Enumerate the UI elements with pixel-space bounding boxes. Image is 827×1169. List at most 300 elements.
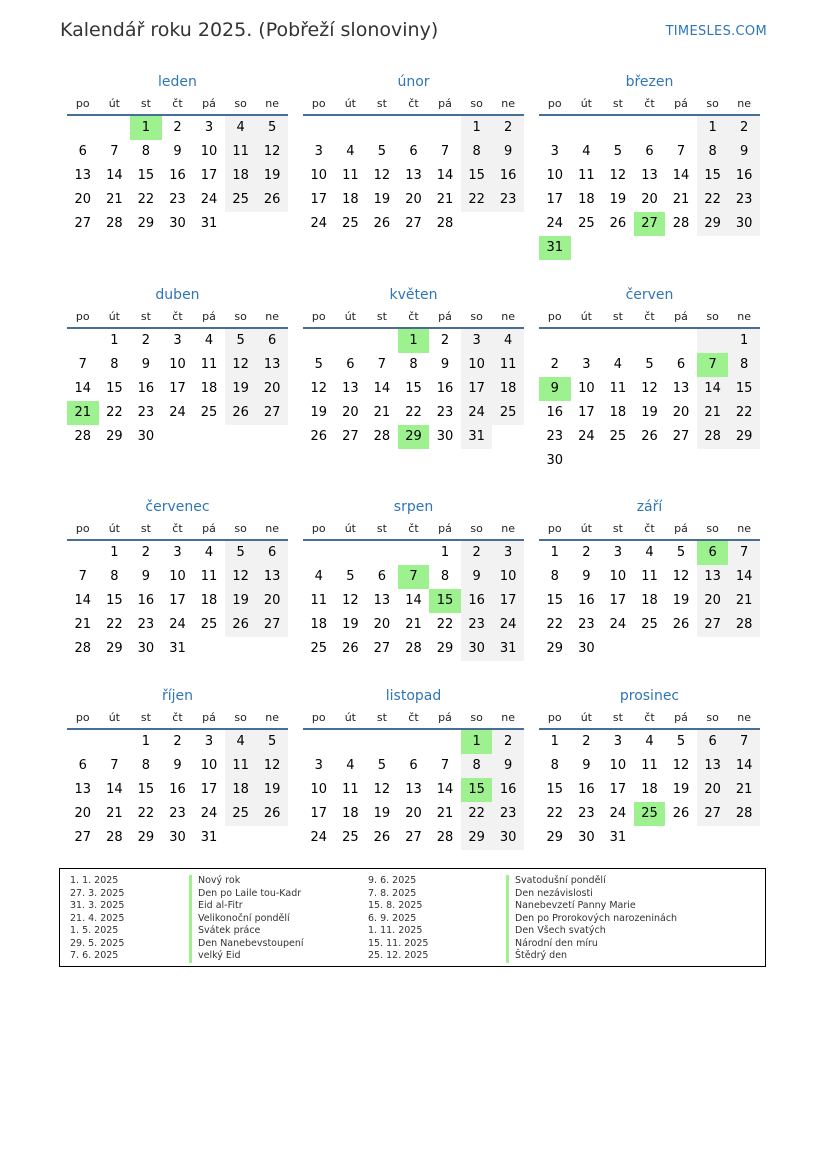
- day-cell: 24: [609, 617, 627, 632]
- day-grid: [303, 541, 524, 661]
- day-cell: 21: [436, 806, 454, 821]
- weekday-label: ne: [265, 711, 280, 724]
- day-cell: 3: [173, 545, 182, 560]
- day-cell: 31: [609, 830, 627, 845]
- day-cell: 6: [78, 144, 87, 159]
- day-cell: 25: [225, 188, 257, 212]
- day-cell: 8: [141, 144, 151, 159]
- weekday-label: st: [140, 522, 151, 535]
- day-cell: 2: [492, 730, 524, 754]
- day-cell: 18: [225, 778, 257, 802]
- day-cell: 29: [436, 641, 454, 656]
- day-cell: 10: [310, 782, 328, 797]
- day-cell: 19: [310, 405, 328, 420]
- day-cell: 17: [578, 405, 595, 420]
- day-cell: 14: [697, 377, 729, 401]
- day-grid: [539, 116, 760, 260]
- holiday-day-cell: 21: [67, 401, 99, 425]
- day-cell: 2: [582, 734, 591, 749]
- day-cell: 27: [256, 401, 288, 425]
- month-calendar: [539, 285, 760, 473]
- day-cell: 30: [169, 830, 186, 845]
- weekday-label: so: [470, 522, 483, 535]
- page-title: Kalendář roku 2025. (Pobřeží slonoviny): [60, 19, 439, 41]
- day-cell: 18: [342, 806, 359, 821]
- day-cell: 27: [373, 641, 391, 656]
- day-cell: 28: [728, 802, 760, 826]
- day-cell: 5: [225, 329, 257, 353]
- month-calendar: [539, 686, 760, 850]
- holiday-legend: [59, 868, 766, 967]
- day-cell: 7: [728, 541, 760, 565]
- weekday-label: po: [547, 711, 562, 724]
- day-cell: 3: [204, 734, 214, 749]
- day-cell: 8: [697, 140, 729, 164]
- day-cell: 4: [204, 333, 214, 348]
- day-cell: 14: [436, 782, 454, 797]
- day-cell: 29: [137, 216, 155, 231]
- day-cell: 27: [74, 216, 92, 231]
- day-cell: 12: [342, 593, 359, 608]
- day-cell: 20: [74, 806, 92, 821]
- day-cell: 18: [342, 192, 359, 207]
- day-grid: [303, 116, 524, 236]
- day-cell: 28: [672, 216, 690, 231]
- empty-cell: [602, 329, 634, 353]
- day-cell: 15: [106, 381, 123, 396]
- weekday-label: pá: [674, 522, 688, 535]
- day-cell: 16: [546, 405, 564, 420]
- month-name: březen: [625, 74, 674, 90]
- empty-cell: [429, 116, 461, 140]
- day-cell: 26: [256, 802, 288, 826]
- day-cell: 17: [492, 589, 524, 613]
- day-cell: 4: [645, 545, 654, 560]
- day-cell: 6: [697, 730, 729, 754]
- day-cell: 27: [697, 802, 729, 826]
- day-cell: 21: [672, 192, 690, 207]
- weekday-label: pá: [674, 310, 688, 323]
- legend-date: 31. 3. 2025: [70, 900, 125, 911]
- month-calendar: [67, 686, 288, 850]
- weekday-label: čt: [408, 97, 419, 110]
- day-cell: 23: [492, 802, 524, 826]
- day-cell: 12: [225, 565, 257, 589]
- day-cell: 1: [550, 545, 559, 560]
- day-cell: 18: [200, 381, 218, 396]
- weekday-label: so: [234, 310, 247, 323]
- day-cell: 2: [173, 120, 182, 135]
- day-cell: 3: [314, 758, 323, 773]
- weekday-header: [67, 517, 288, 541]
- day-cell: 14: [373, 381, 391, 396]
- empty-cell: [67, 541, 99, 565]
- weekday-label: ne: [737, 97, 752, 110]
- day-cell: 8: [728, 353, 760, 377]
- day-cell: 12: [609, 168, 627, 183]
- day-cell: 18: [310, 617, 328, 632]
- day-cell: 4: [613, 357, 623, 372]
- day-cell: 14: [672, 168, 690, 183]
- weekday-label: út: [344, 310, 356, 323]
- day-cell: 15: [697, 164, 729, 188]
- day-cell: 17: [546, 192, 564, 207]
- day-cell: 26: [225, 613, 257, 637]
- day-cell: 30: [728, 212, 760, 236]
- day-cell: 29: [137, 830, 155, 845]
- day-cell: 22: [137, 192, 155, 207]
- weekday-label: st: [612, 711, 623, 724]
- day-cell: 2: [492, 116, 524, 140]
- weekday-label: so: [706, 310, 719, 323]
- day-cell: 20: [641, 192, 658, 207]
- weekday-label: ne: [501, 711, 516, 724]
- holiday-day-cell: 9: [539, 377, 571, 401]
- holiday-day-cell: 7: [697, 353, 729, 377]
- day-cell: 24: [609, 806, 627, 821]
- weekday-label: pá: [202, 310, 216, 323]
- brand-logo-text[interactable]: TIMESLES.COM: [665, 24, 767, 39]
- day-cell: 22: [106, 405, 123, 420]
- day-cell: 13: [641, 168, 658, 183]
- day-cell: 23: [728, 188, 760, 212]
- weekday-header: [539, 92, 760, 116]
- legend-dates-right: [368, 875, 428, 963]
- weekday-label: út: [344, 97, 356, 110]
- day-cell: 6: [346, 357, 355, 372]
- weekday-label: čt: [644, 310, 655, 323]
- day-cell: 2: [440, 333, 450, 348]
- legend-date: 6. 9. 2025: [368, 912, 417, 924]
- day-cell: 11: [200, 357, 218, 372]
- day-cell: 7: [110, 144, 119, 159]
- day-cell: 26: [310, 429, 328, 444]
- empty-cell: [571, 329, 603, 353]
- weekday-label: ne: [737, 522, 752, 535]
- day-cell: 13: [256, 353, 288, 377]
- legend-names-left: [189, 875, 304, 963]
- day-cell: 19: [373, 192, 391, 207]
- day-cell: 5: [225, 541, 257, 565]
- weekday-label: čt: [172, 522, 183, 535]
- day-cell: 16: [578, 593, 595, 608]
- day-cell: 23: [546, 429, 564, 444]
- day-cell: 28: [74, 429, 92, 444]
- weekday-label: po: [75, 97, 90, 110]
- month-calendar: [539, 72, 760, 260]
- day-cell: 31: [200, 216, 218, 231]
- day-cell: 20: [373, 617, 391, 632]
- holiday-day-cell: 31: [539, 236, 571, 260]
- day-cell: 6: [78, 758, 87, 773]
- day-cell: 21: [373, 405, 391, 420]
- day-cell: 11: [225, 754, 257, 778]
- day-cell: 22: [436, 617, 454, 632]
- legend-date: 21. 4. 2025: [70, 912, 125, 924]
- day-cell: 25: [342, 830, 359, 845]
- day-grid: [67, 116, 288, 236]
- day-cell: 1: [440, 545, 450, 560]
- empty-cell: [67, 329, 99, 353]
- day-cell: 22: [728, 401, 760, 425]
- day-cell: 13: [405, 782, 422, 797]
- weekday-label: so: [234, 97, 247, 110]
- weekday-label: ne: [737, 711, 752, 724]
- day-cell: 6: [377, 569, 387, 584]
- legend-holiday-name: Velikonoční pondělí: [189, 913, 304, 926]
- day-cell: 15: [546, 782, 564, 797]
- day-cell: 12: [373, 168, 391, 183]
- day-cell: 30: [492, 826, 524, 850]
- day-cell: 14: [74, 381, 92, 396]
- day-cell: 11: [609, 381, 627, 396]
- day-cell: 16: [492, 164, 524, 188]
- day-cell: 12: [672, 758, 690, 773]
- day-cell: 19: [609, 192, 627, 207]
- weekday-label: ne: [737, 310, 752, 323]
- day-cell: 30: [461, 637, 493, 661]
- day-cell: 30: [137, 641, 155, 656]
- day-cell: 10: [578, 381, 595, 396]
- month-calendar: [67, 72, 288, 236]
- day-grid: [67, 730, 288, 850]
- legend-date: 9. 6. 2025: [368, 875, 417, 886]
- legend-holiday-name: Nový rok: [189, 875, 304, 888]
- holiday-day-cell: 15: [429, 589, 461, 613]
- legend-holiday-name: Svatodušní pondělí: [506, 875, 677, 888]
- day-cell: 4: [314, 569, 323, 584]
- weekday-label: ne: [265, 310, 280, 323]
- day-cell: 22: [405, 405, 422, 420]
- day-cell: 4: [492, 329, 524, 353]
- weekday-label: st: [376, 310, 387, 323]
- day-cell: 13: [256, 565, 288, 589]
- day-cell: 26: [225, 401, 257, 425]
- month-calendar: [303, 497, 524, 661]
- weekday-label: út: [108, 711, 120, 724]
- day-grid: [539, 541, 760, 661]
- day-cell: 6: [676, 357, 686, 372]
- day-cell: 15: [137, 168, 155, 183]
- day-cell: 13: [342, 381, 359, 396]
- day-cell: 17: [310, 192, 328, 207]
- weekday-label: ne: [501, 522, 516, 535]
- day-cell: 21: [405, 617, 422, 632]
- weekday-label: po: [311, 522, 326, 535]
- day-cell: 21: [728, 589, 760, 613]
- day-cell: 13: [672, 381, 690, 396]
- month-name: leden: [158, 74, 197, 90]
- day-cell: 18: [641, 593, 658, 608]
- weekday-label: po: [547, 310, 562, 323]
- day-cell: 28: [697, 425, 729, 449]
- empty-cell: [398, 541, 430, 565]
- month-name: červen: [625, 287, 674, 303]
- empty-cell: [539, 116, 571, 140]
- day-cell: 17: [609, 593, 627, 608]
- day-cell: 16: [169, 782, 186, 797]
- day-cell: 15: [137, 782, 155, 797]
- day-cell: 17: [200, 168, 218, 183]
- day-cell: 18: [200, 593, 218, 608]
- weekday-label: so: [706, 97, 719, 110]
- day-cell: 3: [173, 333, 182, 348]
- day-cell: 9: [173, 144, 182, 159]
- month-calendar: [303, 72, 524, 236]
- empty-cell: [398, 730, 430, 754]
- month-name: září: [636, 499, 663, 515]
- day-cell: 4: [225, 116, 257, 140]
- day-cell: 8: [110, 357, 119, 372]
- day-cell: 8: [550, 758, 559, 773]
- day-cell: 26: [672, 806, 690, 821]
- legend-date: 1. 5. 2025: [70, 925, 119, 936]
- day-cell: 22: [137, 806, 155, 821]
- day-cell: 12: [641, 381, 658, 396]
- day-cell: 7: [440, 144, 450, 159]
- day-cell: 29: [461, 826, 493, 850]
- legend-holiday-name: Den Nanebevstoupení: [189, 938, 304, 951]
- day-cell: 5: [645, 357, 654, 372]
- day-cell: 28: [106, 216, 123, 231]
- weekday-label: pá: [202, 522, 216, 535]
- day-cell: 2: [173, 734, 182, 749]
- weekday-label: ne: [265, 97, 280, 110]
- empty-cell: [366, 329, 398, 353]
- holiday-day-cell: 7: [398, 565, 430, 589]
- day-cell: 4: [346, 144, 355, 159]
- empty-cell: [539, 329, 571, 353]
- day-cell: 14: [728, 754, 760, 778]
- day-cell: 2: [582, 545, 591, 560]
- day-cell: 5: [676, 545, 686, 560]
- weekday-label: po: [75, 310, 90, 323]
- day-cell: 21: [436, 192, 454, 207]
- day-cell: 21: [697, 401, 729, 425]
- day-cell: 26: [256, 188, 288, 212]
- weekday-label: pá: [202, 711, 216, 724]
- day-cell: 16: [578, 782, 595, 797]
- day-cell: 24: [578, 429, 595, 444]
- legend-date: 7. 6. 2025: [70, 950, 119, 961]
- day-cell: 12: [373, 782, 391, 797]
- day-cell: 5: [676, 734, 686, 749]
- day-cell: 25: [492, 401, 524, 425]
- month-calendar: [303, 285, 524, 449]
- day-cell: 24: [492, 613, 524, 637]
- day-cell: 24: [461, 401, 493, 425]
- day-cell: 18: [578, 192, 595, 207]
- day-cell: 24: [200, 806, 218, 821]
- legend-date: 1. 1. 2025: [70, 875, 119, 886]
- day-cell: 7: [676, 144, 686, 159]
- day-cell: 8: [461, 754, 493, 778]
- legend-holiday-name: Den nezávislosti: [506, 888, 677, 901]
- day-cell: 28: [74, 641, 92, 656]
- weekday-label: st: [376, 97, 387, 110]
- legend-date: 15. 8. 2025: [368, 900, 423, 911]
- weekday-label: pá: [438, 711, 452, 724]
- day-cell: 1: [461, 116, 493, 140]
- empty-cell: [665, 116, 697, 140]
- day-cell: 9: [492, 754, 524, 778]
- weekday-label: pá: [674, 97, 688, 110]
- day-cell: 9: [141, 569, 151, 584]
- legend-date: 15. 11. 2025: [368, 937, 429, 949]
- weekday-label: po: [311, 711, 326, 724]
- day-cell: 28: [728, 613, 760, 637]
- day-cell: 13: [405, 168, 422, 183]
- day-grid: [303, 329, 524, 449]
- day-cell: 29: [728, 425, 760, 449]
- day-cell: 9: [141, 357, 151, 372]
- day-cell: 9: [582, 758, 591, 773]
- empty-cell: [366, 116, 398, 140]
- day-cell: 15: [461, 164, 493, 188]
- legend-date: 7. 8. 2025: [368, 887, 417, 899]
- weekday-label: čt: [172, 310, 183, 323]
- day-cell: 30: [546, 453, 564, 468]
- day-cell: 7: [110, 758, 119, 773]
- empty-cell: [398, 116, 430, 140]
- weekday-label: st: [612, 522, 623, 535]
- day-cell: 27: [342, 429, 359, 444]
- weekday-label: st: [376, 522, 387, 535]
- day-cell: 30: [578, 641, 595, 656]
- day-cell: 12: [672, 569, 690, 584]
- empty-cell: [697, 329, 729, 353]
- day-cell: 22: [546, 806, 564, 821]
- day-cell: 19: [256, 164, 288, 188]
- month-name: květen: [389, 287, 438, 303]
- day-cell: 23: [137, 617, 155, 632]
- day-cell: 13: [697, 754, 729, 778]
- day-cell: 1: [110, 545, 119, 560]
- empty-cell: [99, 116, 131, 140]
- day-cell: 24: [310, 216, 328, 231]
- empty-cell: [429, 730, 461, 754]
- weekday-label: po: [311, 97, 326, 110]
- day-cell: 27: [74, 830, 92, 845]
- weekday-label: po: [75, 711, 90, 724]
- empty-cell: [665, 329, 697, 353]
- day-cell: 9: [582, 569, 591, 584]
- day-cell: 7: [728, 730, 760, 754]
- day-cell: 31: [461, 425, 493, 449]
- day-cell: 16: [436, 381, 454, 396]
- legend-holiday-name: Eid al-Fitr: [189, 900, 304, 913]
- day-cell: 16: [169, 168, 186, 183]
- day-cell: 4: [225, 730, 257, 754]
- legend-holiday-name: Nanebevzetí Panny Marie: [506, 900, 677, 913]
- day-cell: 11: [641, 758, 658, 773]
- weekday-label: so: [470, 711, 483, 724]
- day-cell: 26: [641, 429, 658, 444]
- holiday-day-cell: 25: [634, 802, 666, 826]
- day-cell: 23: [578, 806, 595, 821]
- day-cell: 14: [405, 593, 422, 608]
- day-cell: 10: [461, 353, 493, 377]
- day-cell: 11: [200, 569, 218, 584]
- month-calendar: [303, 686, 524, 850]
- day-cell: 12: [256, 140, 288, 164]
- day-cell: 29: [546, 830, 564, 845]
- weekday-header: [303, 305, 524, 329]
- weekday-header: [303, 92, 524, 116]
- day-cell: 9: [728, 140, 760, 164]
- weekday-label: út: [344, 522, 356, 535]
- day-cell: 28: [436, 830, 454, 845]
